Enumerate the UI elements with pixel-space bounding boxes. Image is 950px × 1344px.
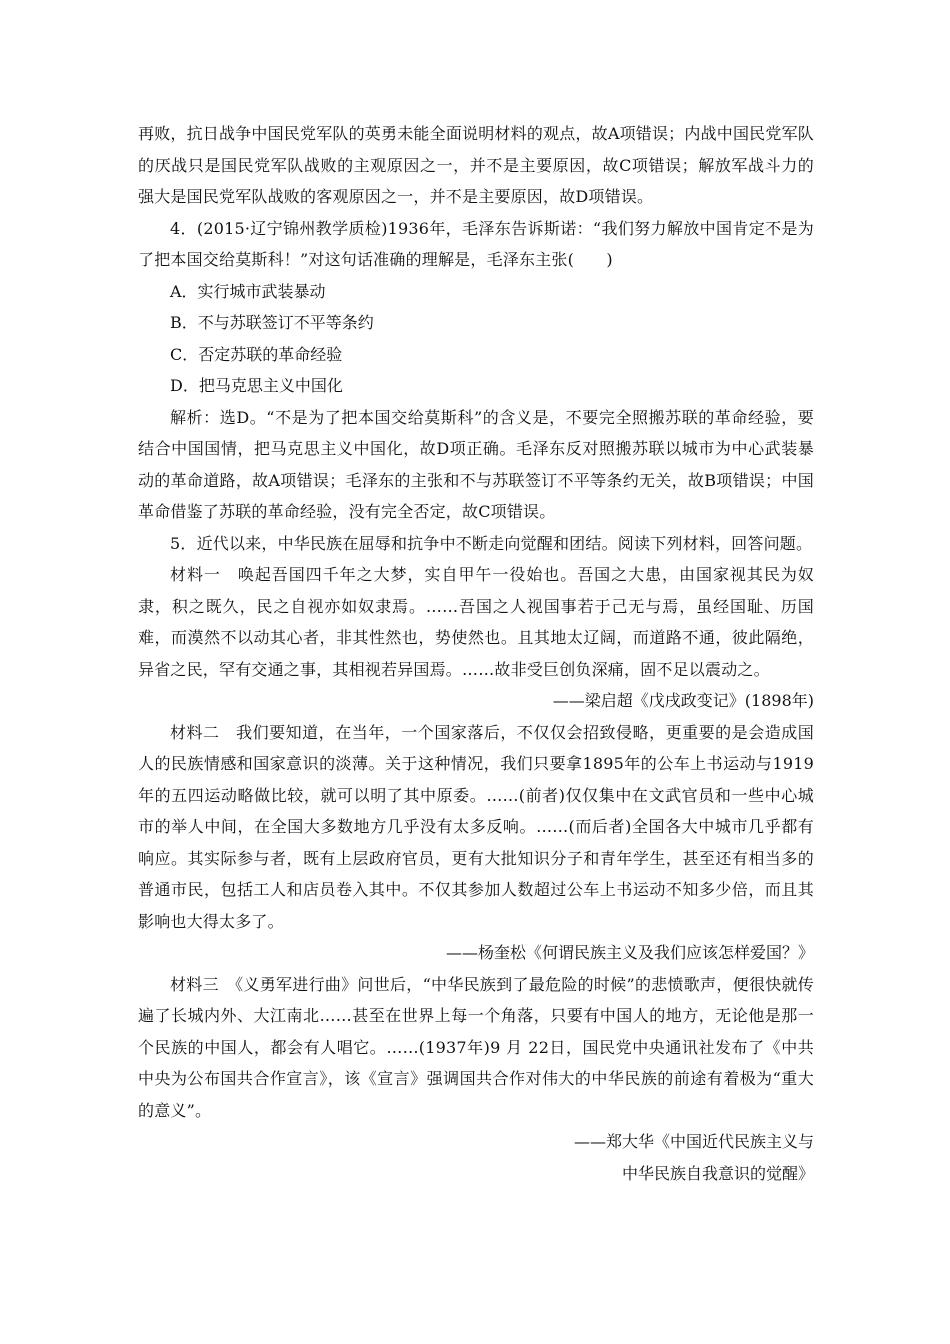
question-4-option-a: A．实行城市武装暴动 <box>170 281 326 301</box>
question-4-option-b: B．不与苏联签订不平等条约 <box>170 313 374 332</box>
analysis-continuation: 再败，抗日战争中国民党军队的英勇未能全面说明材料的观点，故A项错误；内战中国民党军队的厌战只是国民党军队战败的主观原因之一，并不是主要原因，故C项错误；解放军战斗力的强大是国民党军队战败的客观原因之一，并不是主要原因，故D项错误。 <box>138 124 814 206</box>
material-3-source-line-1: ——郑大华《中国近代民族主义与 <box>573 1132 814 1151</box>
question-4-stem: 4．(2015·辽宁锦州教学质检)1936年，毛泽东告诉斯诺：“我们努力解放中国肯定不是为了把本国交给莫斯科！”对这句话准确的理解是，毛泽东主张( ) <box>138 218 814 269</box>
material-2-source: ——杨奎松《何谓民族主义及我们应该怎样爱国？》 <box>445 943 814 962</box>
material-1-source: ——梁启超《戊戌政变记》(1898年) <box>552 691 814 710</box>
question-4-option-c: C．否定苏联的革命经验 <box>170 344 343 364</box>
material-3-source-line-2: 中华民族自我意识的觉醒》 <box>621 1163 814 1183</box>
document-body <box>138 118 814 1189</box>
material-1: 材料一 唤起吾国四千年之大梦，实自甲午一役始也。吾国之大患，由国家视其民为奴隶，积之既久，民之自视亦如奴隶焉。……吾国之人视国事若于己无与焉，虽经国耻、历国难，而漠然不以动其心者，非其性然也，势使然也。且其地太辽阔，而道路不通，彼此隔绝，异省之民，罕有交通之事，其相视若异国焉。……故非受巨创负深痛，固不足以震动之。 <box>138 565 814 679</box>
material-2: 材料二 我们要知道，在当年，一个国家落后，不仅仅会招致侵略，更重要的是会造成国人的民族情感和国家意识的淡薄。关于这种情况，我们只要拿1895年的公车上书运动与1919年的五四运动略做比较，就可以明了其中原委。……(前者)仅仅集中在文武官员和一些中心城市的举人中间，在全国大多数地方几乎没有太多反响。……(而后者)全国各大中城市几乎都有响应。其实际参与者，既有上层政府官员，更有大批知识分子和青年学生，甚至还有相当多的普通市民，包括工人和店员卷入其中。不仅其参加人数超过公车上书运动不知多少倍，而且其影响也大得太多了。 <box>138 722 814 931</box>
question-4-analysis: 解析：选D。“不是为了把本国交给莫斯科”的含义是，不要完全照搬苏联的革命经验，要结合中国国情，把马克思主义中国化，故D项正确。毛泽东反对照搬苏联以城市为中心武装暴动的革命道路，故A项错误；毛泽东的主张和不与苏联签订不平等条约无关，故B项错误；中国革命借鉴了苏联的革命经验，没有完全否定，故C项错误。 <box>138 407 814 521</box>
question-5-stem: 5．近代以来，中华民族在屈辱和抗争中不断走向觉醒和团结。阅读下列材料，回答问题。 <box>170 533 813 553</box>
material-3: 材料三 《义勇军进行曲》问世后，“中华民族到了最危险的时候”的悲愤歌声，便很快就传遍了长城内外、大江南北……甚至在世界上每一个角落，只要有中国人的地方，无论他是那一个民族的中国人，都会有人唱它。……(1937年)9 月 22日，国民党中央通讯社发布了《中共中央为公布国共合作宣言》，该《宣言》强调国共合作对伟大的中华民族的前途有着极为“重大的意义”。 <box>138 974 814 1120</box>
question-4-option-d: D．把马克思主义中国化 <box>170 376 343 395</box>
